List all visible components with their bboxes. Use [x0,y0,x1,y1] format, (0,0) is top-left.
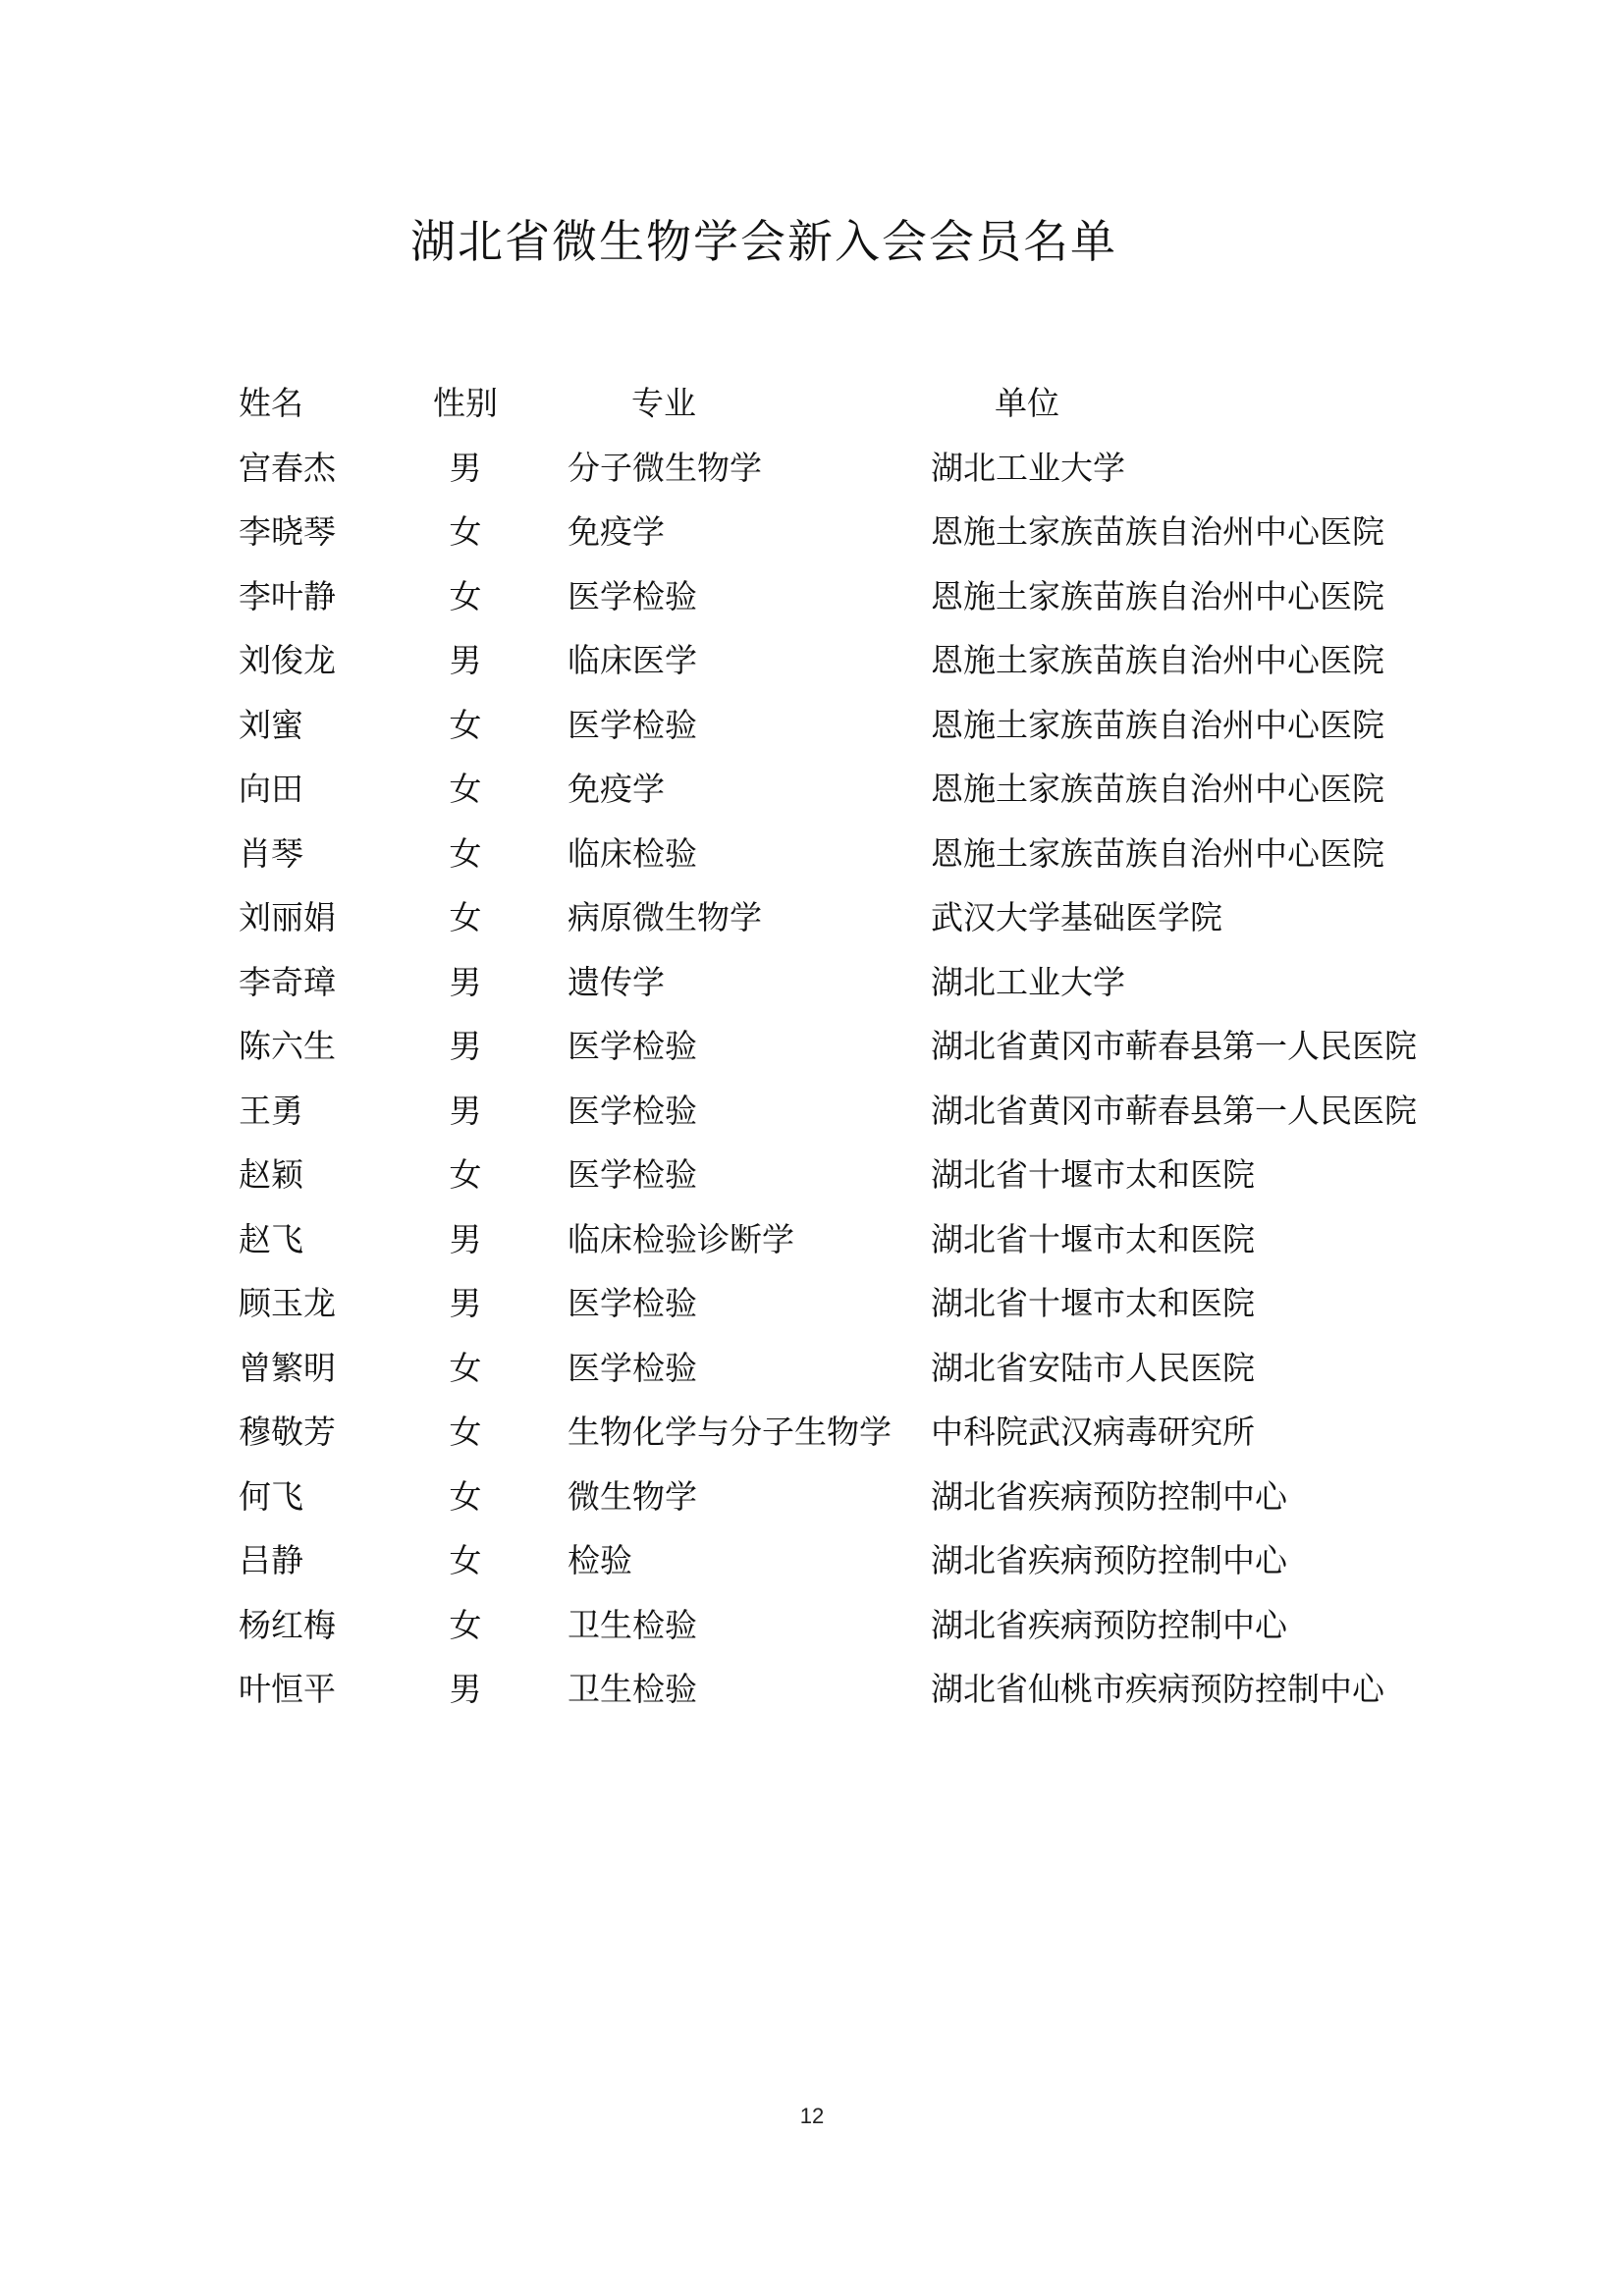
member-gender: 女 [449,1541,482,1579]
table-row [239,1014,1515,1079]
member-major: 检验 [568,1541,632,1579]
member-unit: 湖北工业大学 [931,962,1125,1001]
member-major: 微生物学 [568,1476,697,1516]
table-row [239,693,1515,758]
column-header-name: 姓名 [239,384,303,422]
member-major: 免疫学 [568,512,665,551]
member-name: 李晓琴 [239,512,336,551]
member-name: 何飞 [239,1476,303,1516]
table-row [239,885,1515,950]
table-row [239,1143,1515,1207]
member-unit: 中科院武汉病毒研究所 [931,1413,1255,1451]
member-name: 赵飞 [239,1219,303,1258]
member-unit: 湖北省疾病预防控制中心 [931,1476,1287,1516]
member-gender: 女 [449,1413,482,1451]
member-major: 临床检验 [568,833,697,873]
member-major: 卫生检验 [568,1605,697,1644]
member-name: 向田 [239,770,303,808]
member-major: 临床医学 [568,641,697,679]
page-title: 湖北省微生物学会新入会会员名单 [410,215,1117,268]
table-row [239,1079,1515,1144]
member-gender: 男 [449,448,482,487]
member-name: 穆敬芳 [239,1413,336,1451]
member-unit: 湖北省十堰市太和医院 [931,1155,1255,1194]
member-major: 临床检验诊断学 [568,1219,794,1258]
member-unit: 湖北省黄冈市蕲春县第一人民医院 [931,1091,1417,1130]
member-name: 赵颖 [239,1155,303,1194]
table-row [239,1528,1515,1593]
table-row [239,1593,1515,1658]
member-name: 刘俊龙 [239,641,336,679]
member-gender: 男 [449,1091,482,1130]
member-major: 医学检验 [568,1027,697,1065]
member-name: 王勇 [239,1091,303,1130]
member-name: 杨红梅 [239,1605,336,1644]
member-unit: 湖北省安陆市人民医院 [931,1348,1255,1387]
table-row [239,1207,1515,1272]
member-name: 顾玉龙 [239,1284,336,1322]
member-unit: 恩施土家族苗族自治州中心医院 [931,576,1384,615]
table-row [239,1400,1515,1465]
member-unit: 恩施土家族苗族自治州中心医院 [931,770,1384,808]
member-major: 医学检验 [568,705,697,744]
member-name: 吕静 [239,1541,303,1579]
member-name: 肖琴 [239,833,303,873]
member-gender: 女 [449,770,482,808]
member-name: 曾繁明 [239,1348,336,1387]
member-major: 免疫学 [568,770,665,808]
member-table [239,371,1515,1722]
table-row [239,757,1515,822]
member-unit: 湖北省疾病预防控制中心 [931,1605,1287,1644]
member-major: 医学检验 [568,576,697,615]
table-header-row [239,371,1515,436]
member-unit: 恩施土家族苗族自治州中心医院 [931,641,1384,679]
member-major: 分子微生物学 [568,448,762,487]
member-gender: 女 [449,1155,482,1194]
table-row [239,564,1515,629]
member-gender: 女 [449,512,482,551]
member-name: 叶恒平 [239,1670,336,1708]
page-number: 12 [799,2104,825,2128]
member-major: 遗传学 [568,962,665,1001]
table-row [239,1657,1515,1722]
table-row [239,628,1515,693]
member-unit: 湖北省十堰市太和医院 [931,1284,1255,1322]
table-row [239,436,1515,501]
member-gender: 女 [449,898,482,936]
member-gender: 女 [449,833,482,873]
member-unit: 湖北省黄冈市蕲春县第一人民医院 [931,1027,1417,1065]
member-unit: 恩施土家族苗族自治州中心医院 [931,705,1384,744]
member-major: 医学检验 [568,1091,697,1130]
member-major: 病原微生物学 [568,898,762,936]
member-name: 宫春杰 [239,448,336,487]
table-row [239,822,1515,886]
member-unit: 湖北工业大学 [931,448,1125,487]
member-major: 生物化学与分子生物学 [568,1413,892,1451]
member-unit: 湖北省仙桃市疾病预防控制中心 [931,1670,1384,1708]
member-unit: 湖北省十堰市太和医院 [931,1219,1255,1258]
member-gender: 女 [449,1605,482,1644]
member-gender: 女 [449,576,482,615]
member-major: 医学检验 [568,1284,697,1322]
member-major: 医学检验 [568,1348,697,1387]
member-gender: 男 [449,1027,482,1065]
column-header-gender: 性别 [433,384,498,422]
member-name: 刘丽娟 [239,898,336,936]
member-name: 李叶静 [239,576,336,615]
member-name: 刘蜜 [239,705,303,744]
member-name: 李奇璋 [239,962,336,1001]
member-gender: 女 [449,1348,482,1387]
table-row [239,1465,1515,1529]
member-unit: 恩施土家族苗族自治州中心医院 [931,512,1384,551]
member-gender: 女 [449,705,482,744]
table-row [239,1336,1515,1401]
member-gender: 女 [449,1476,482,1516]
table-row [239,950,1515,1015]
member-name: 陈六生 [239,1027,336,1065]
member-unit: 恩施土家族苗族自治州中心医院 [931,833,1384,873]
table-row [239,1271,1515,1336]
column-header-unit: 单位 [995,384,1059,422]
column-header-major: 专业 [631,384,696,422]
member-major: 卫生检验 [568,1670,697,1708]
member-unit: 武汉大学基础医学院 [931,898,1222,936]
member-gender: 男 [449,962,482,1001]
member-gender: 男 [449,641,482,679]
member-gender: 男 [449,1219,482,1258]
table-row [239,500,1515,564]
member-unit: 湖北省疾病预防控制中心 [931,1541,1287,1579]
member-gender: 男 [449,1284,482,1322]
member-major: 医学检验 [568,1155,697,1194]
member-gender: 男 [449,1670,482,1708]
